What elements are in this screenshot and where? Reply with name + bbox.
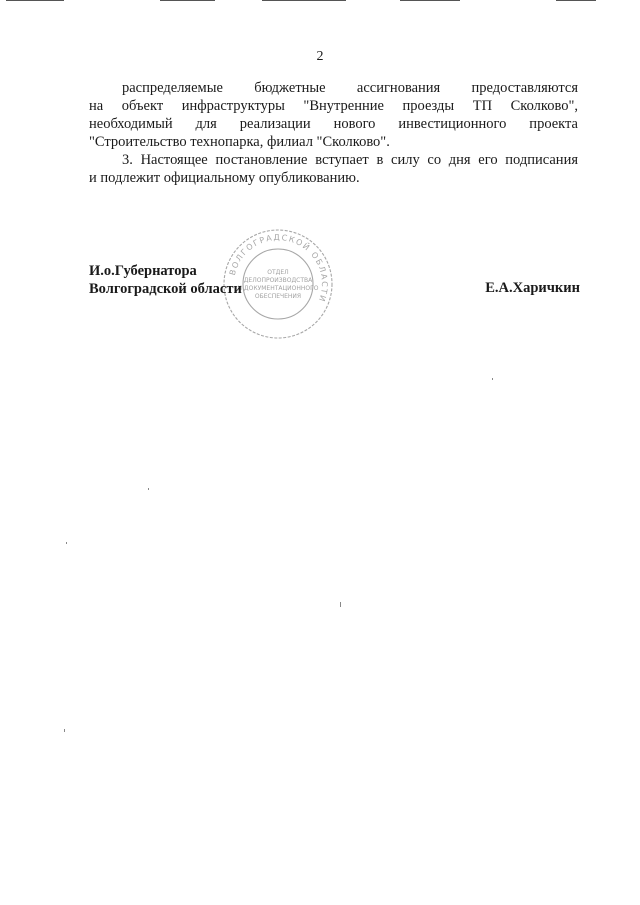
top-edge-line [6,0,64,1]
signatory-title [89,262,242,298]
text-line: на объект инфраструктуры "Внутренние проезды ТП Сколково", [89,98,578,114]
stamp-outer-text: ВОЛГОГРАДСКОЙ ОБЛАСТИ [227,232,330,304]
text-line: и подлежит официальному опубликованию. [89,170,360,186]
text-line: распределяемые бюджетные ассигнования предоставляются [122,80,578,96]
stamp-inner-text: ДЕЛОПРОИЗВОДСТВА [243,277,313,284]
scan-speck [64,729,65,732]
signatory-position: И.о.Губернатора [89,263,197,279]
stamp-inner-text: ОБЕСПЕЧЕНИЯ [254,293,302,300]
top-edge-line [556,0,596,1]
page-number: 2 [316,49,324,64]
stamp-inner-text: ОТДЕЛ [267,269,289,276]
scan-speck [66,542,67,544]
scan-speck [492,378,493,380]
signatory-region: Волгоградской области [89,281,242,297]
top-edge-line [160,0,215,1]
text-line: необходимый для реализации нового инвестиционного проекта [89,116,578,132]
text-line: 3. Настоящее постановление вступает в силу со дня его подписания [122,152,578,168]
scan-speck [340,602,341,607]
scan-speck [148,488,149,490]
top-edge-line [400,0,460,1]
text-line: "Строительство технопарка, филиал "Сколково". [89,134,390,150]
signatory-name: Е.А.Харичкин [485,280,580,296]
paragraph-continuation [89,79,578,151]
paragraph-effective-date [89,151,578,187]
stamp-inner-text: И ДОКУМЕНТАЦИОННОГО [237,285,319,292]
top-edge-line [262,0,346,1]
